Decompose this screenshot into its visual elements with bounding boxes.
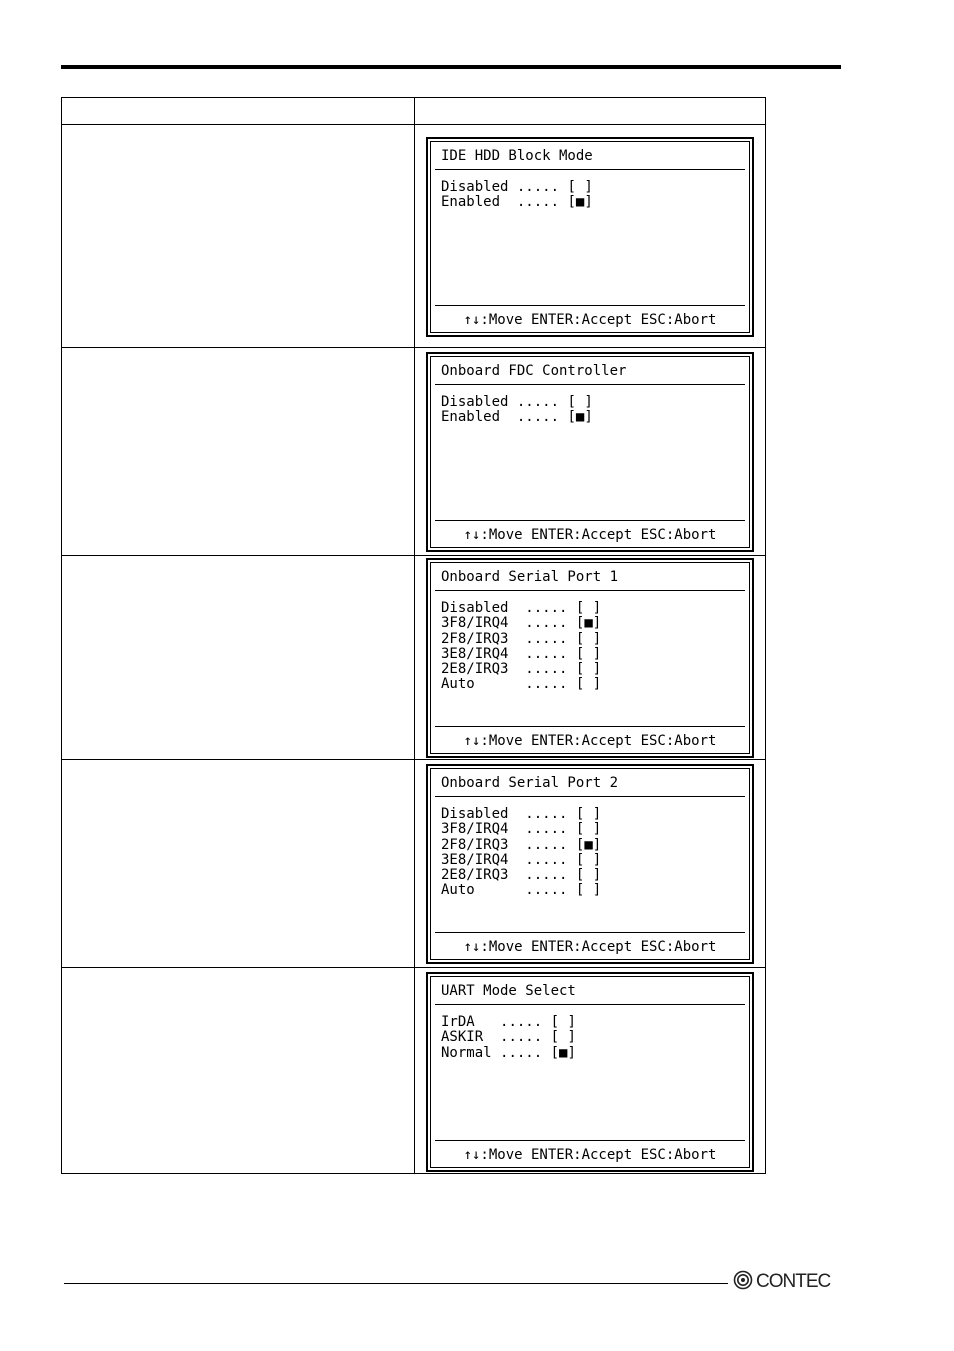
option-dots: .....	[525, 821, 568, 838]
option-checkbox[interactable]: ■	[584, 615, 593, 632]
option-checkbox[interactable]	[584, 852, 592, 868]
option-dots: .....	[525, 615, 568, 632]
option-dots: .....	[525, 630, 568, 647]
bios-dialog	[426, 352, 754, 552]
bios-dialog	[426, 764, 754, 964]
option-label: Disabled	[441, 806, 526, 822]
bios-dialog	[426, 137, 754, 337]
option-checkbox[interactable]	[584, 661, 592, 677]
option-list	[441, 180, 593, 211]
key-help-bar: ↑↓:Move ENTER:Accept ESC:Abort	[463, 1147, 717, 1163]
key-help-bar: ↑↓:Move ENTER:Accept ESC:Abort	[463, 939, 717, 955]
option-checkbox[interactable]	[584, 821, 592, 837]
option-label: ASKIR	[441, 1029, 501, 1046]
option-dots: .....	[525, 645, 568, 662]
bottom-rule	[64, 1283, 728, 1284]
option-row[interactable]: Normal ..... [■]	[441, 1044, 576, 1061]
option-row[interactable]: 3F8/IRQ4 ..... [ ]	[441, 821, 602, 838]
option-checkbox[interactable]	[584, 676, 592, 692]
option-dots: .....	[500, 1014, 543, 1030]
option-label: Normal	[441, 1044, 501, 1061]
option-row[interactable]: 2F8/IRQ3 ..... [ ]	[441, 630, 602, 647]
option-checkbox[interactable]	[584, 806, 592, 822]
option-row[interactable]: 2E8/IRQ3 ..... [ ]	[441, 661, 602, 678]
divider	[435, 1004, 745, 1005]
option-label: 2E8/IRQ3	[441, 867, 526, 884]
option-dots: .....	[525, 806, 568, 822]
divider	[435, 590, 745, 591]
screen-cell	[415, 760, 766, 968]
dialog-title: Onboard Serial Port 1	[441, 569, 619, 585]
option-dots: .....	[525, 661, 568, 678]
description-cell	[62, 348, 415, 556]
option-dots: .....	[525, 600, 568, 616]
dialog-title: Onboard FDC Controller	[441, 363, 627, 379]
screen-cell	[415, 556, 766, 760]
option-checkbox[interactable]	[584, 600, 592, 616]
option-label: 3E8/IRQ4	[441, 851, 526, 868]
dialog-title: UART Mode Select	[441, 983, 576, 999]
contec-logo-text: CONTEC	[756, 1271, 831, 1292]
description-cell	[62, 556, 415, 760]
description-cell	[62, 125, 415, 348]
option-list	[441, 807, 601, 899]
option-row[interactable]: Enabled ..... [■]	[441, 194, 593, 211]
divider	[435, 726, 745, 727]
option-row[interactable]: Disabled ..... [ ]	[441, 394, 593, 410]
option-row[interactable]: Disabled ..... [ ]	[441, 179, 593, 195]
option-label: 3E8/IRQ4	[441, 645, 526, 662]
key-help-bar: ↑↓:Move ENTER:Accept ESC:Abort	[463, 527, 717, 543]
description-cell	[62, 968, 415, 1174]
option-dots: .....	[525, 867, 568, 884]
option-dots: .....	[516, 394, 560, 410]
option-row[interactable]: Disabled ..... [ ]	[441, 806, 602, 822]
option-checkbox[interactable]	[584, 882, 592, 898]
option-dots: .....	[525, 676, 568, 693]
option-dots: .....	[516, 409, 560, 426]
option-label: Disabled	[441, 179, 517, 195]
bios-dialog	[426, 972, 754, 1172]
option-dots: .....	[525, 836, 568, 853]
option-checkbox[interactable]: ■	[575, 194, 585, 211]
option-row[interactable]: Auto ..... [ ]	[441, 676, 602, 693]
option-row[interactable]: 2E8/IRQ3 ..... [ ]	[441, 867, 602, 884]
top-rule	[61, 65, 841, 69]
divider	[435, 1140, 745, 1141]
option-checkbox[interactable]	[584, 646, 592, 662]
key-help-bar: ↑↓:Move ENTER:Accept ESC:Abort	[463, 312, 717, 328]
description-cell	[62, 760, 415, 968]
divider	[435, 796, 745, 797]
table-row	[62, 125, 766, 348]
option-dots: .....	[525, 851, 568, 868]
contec-logo-icon	[733, 1270, 753, 1294]
option-label: Enabled	[441, 409, 517, 426]
table-row	[62, 760, 766, 968]
screen-cell	[415, 968, 766, 1174]
option-row[interactable]: 2F8/IRQ3 ..... [■]	[441, 836, 602, 853]
option-dots: .....	[516, 194, 560, 211]
option-label: 2F8/IRQ3	[441, 836, 526, 853]
option-row[interactable]: 3E8/IRQ4 ..... [ ]	[441, 851, 602, 868]
option-label: Disabled	[441, 600, 526, 616]
option-row[interactable]: Enabled ..... [■]	[441, 409, 593, 426]
divider	[435, 169, 745, 170]
option-label: 2F8/IRQ3	[441, 630, 526, 647]
screen-cell	[415, 125, 766, 348]
divider	[435, 932, 745, 933]
option-list	[441, 1015, 576, 1061]
option-row[interactable]: 3E8/IRQ4 ..... [ ]	[441, 645, 602, 662]
option-label: Enabled	[441, 194, 517, 211]
option-dots: .....	[500, 1044, 543, 1061]
option-label: 3F8/IRQ4	[441, 615, 526, 632]
option-checkbox[interactable]: ■	[584, 836, 593, 853]
divider	[435, 520, 745, 521]
option-row[interactable]: Disabled ..... [ ]	[441, 600, 602, 616]
dialog-title: IDE HDD Block Mode	[441, 148, 593, 164]
option-row[interactable]: IrDA ..... [ ]	[441, 1014, 576, 1030]
contec-logo	[733, 1270, 830, 1294]
option-row[interactable]: 3F8/IRQ4 ..... [■]	[441, 615, 602, 632]
option-label: 2E8/IRQ3	[441, 661, 526, 678]
table-row	[62, 968, 766, 1174]
key-help-bar: ↑↓:Move ENTER:Accept ESC:Abort	[463, 733, 717, 749]
option-dots: .....	[525, 882, 568, 899]
option-label: IrDA	[441, 1014, 501, 1030]
option-label: Auto	[441, 882, 526, 899]
option-label: Disabled	[441, 394, 517, 410]
divider	[435, 384, 745, 385]
option-checkbox[interactable]	[584, 867, 592, 883]
option-row[interactable]: ASKIR ..... [ ]	[441, 1029, 576, 1046]
option-row[interactable]: Auto ..... [ ]	[441, 882, 602, 899]
option-list	[441, 395, 593, 426]
bios-dialog	[426, 558, 754, 758]
table-row	[62, 556, 766, 760]
option-checkbox[interactable]: ■	[575, 409, 585, 426]
table-row	[62, 348, 766, 556]
divider	[435, 305, 745, 306]
option-dots: .....	[500, 1029, 543, 1046]
dialog-title: Onboard Serial Port 2	[441, 775, 619, 791]
option-label: 3F8/IRQ4	[441, 821, 526, 838]
option-dots: .....	[516, 179, 560, 195]
table-header-row	[62, 98, 766, 125]
header-cell-right	[415, 98, 766, 125]
option-list	[441, 601, 601, 693]
screen-cell	[415, 348, 766, 556]
option-checkbox[interactable]	[584, 631, 592, 647]
settings-table	[61, 97, 766, 1174]
option-label: Auto	[441, 676, 526, 693]
option-checkbox[interactable]: ■	[559, 1044, 568, 1061]
header-cell-left	[62, 98, 415, 125]
